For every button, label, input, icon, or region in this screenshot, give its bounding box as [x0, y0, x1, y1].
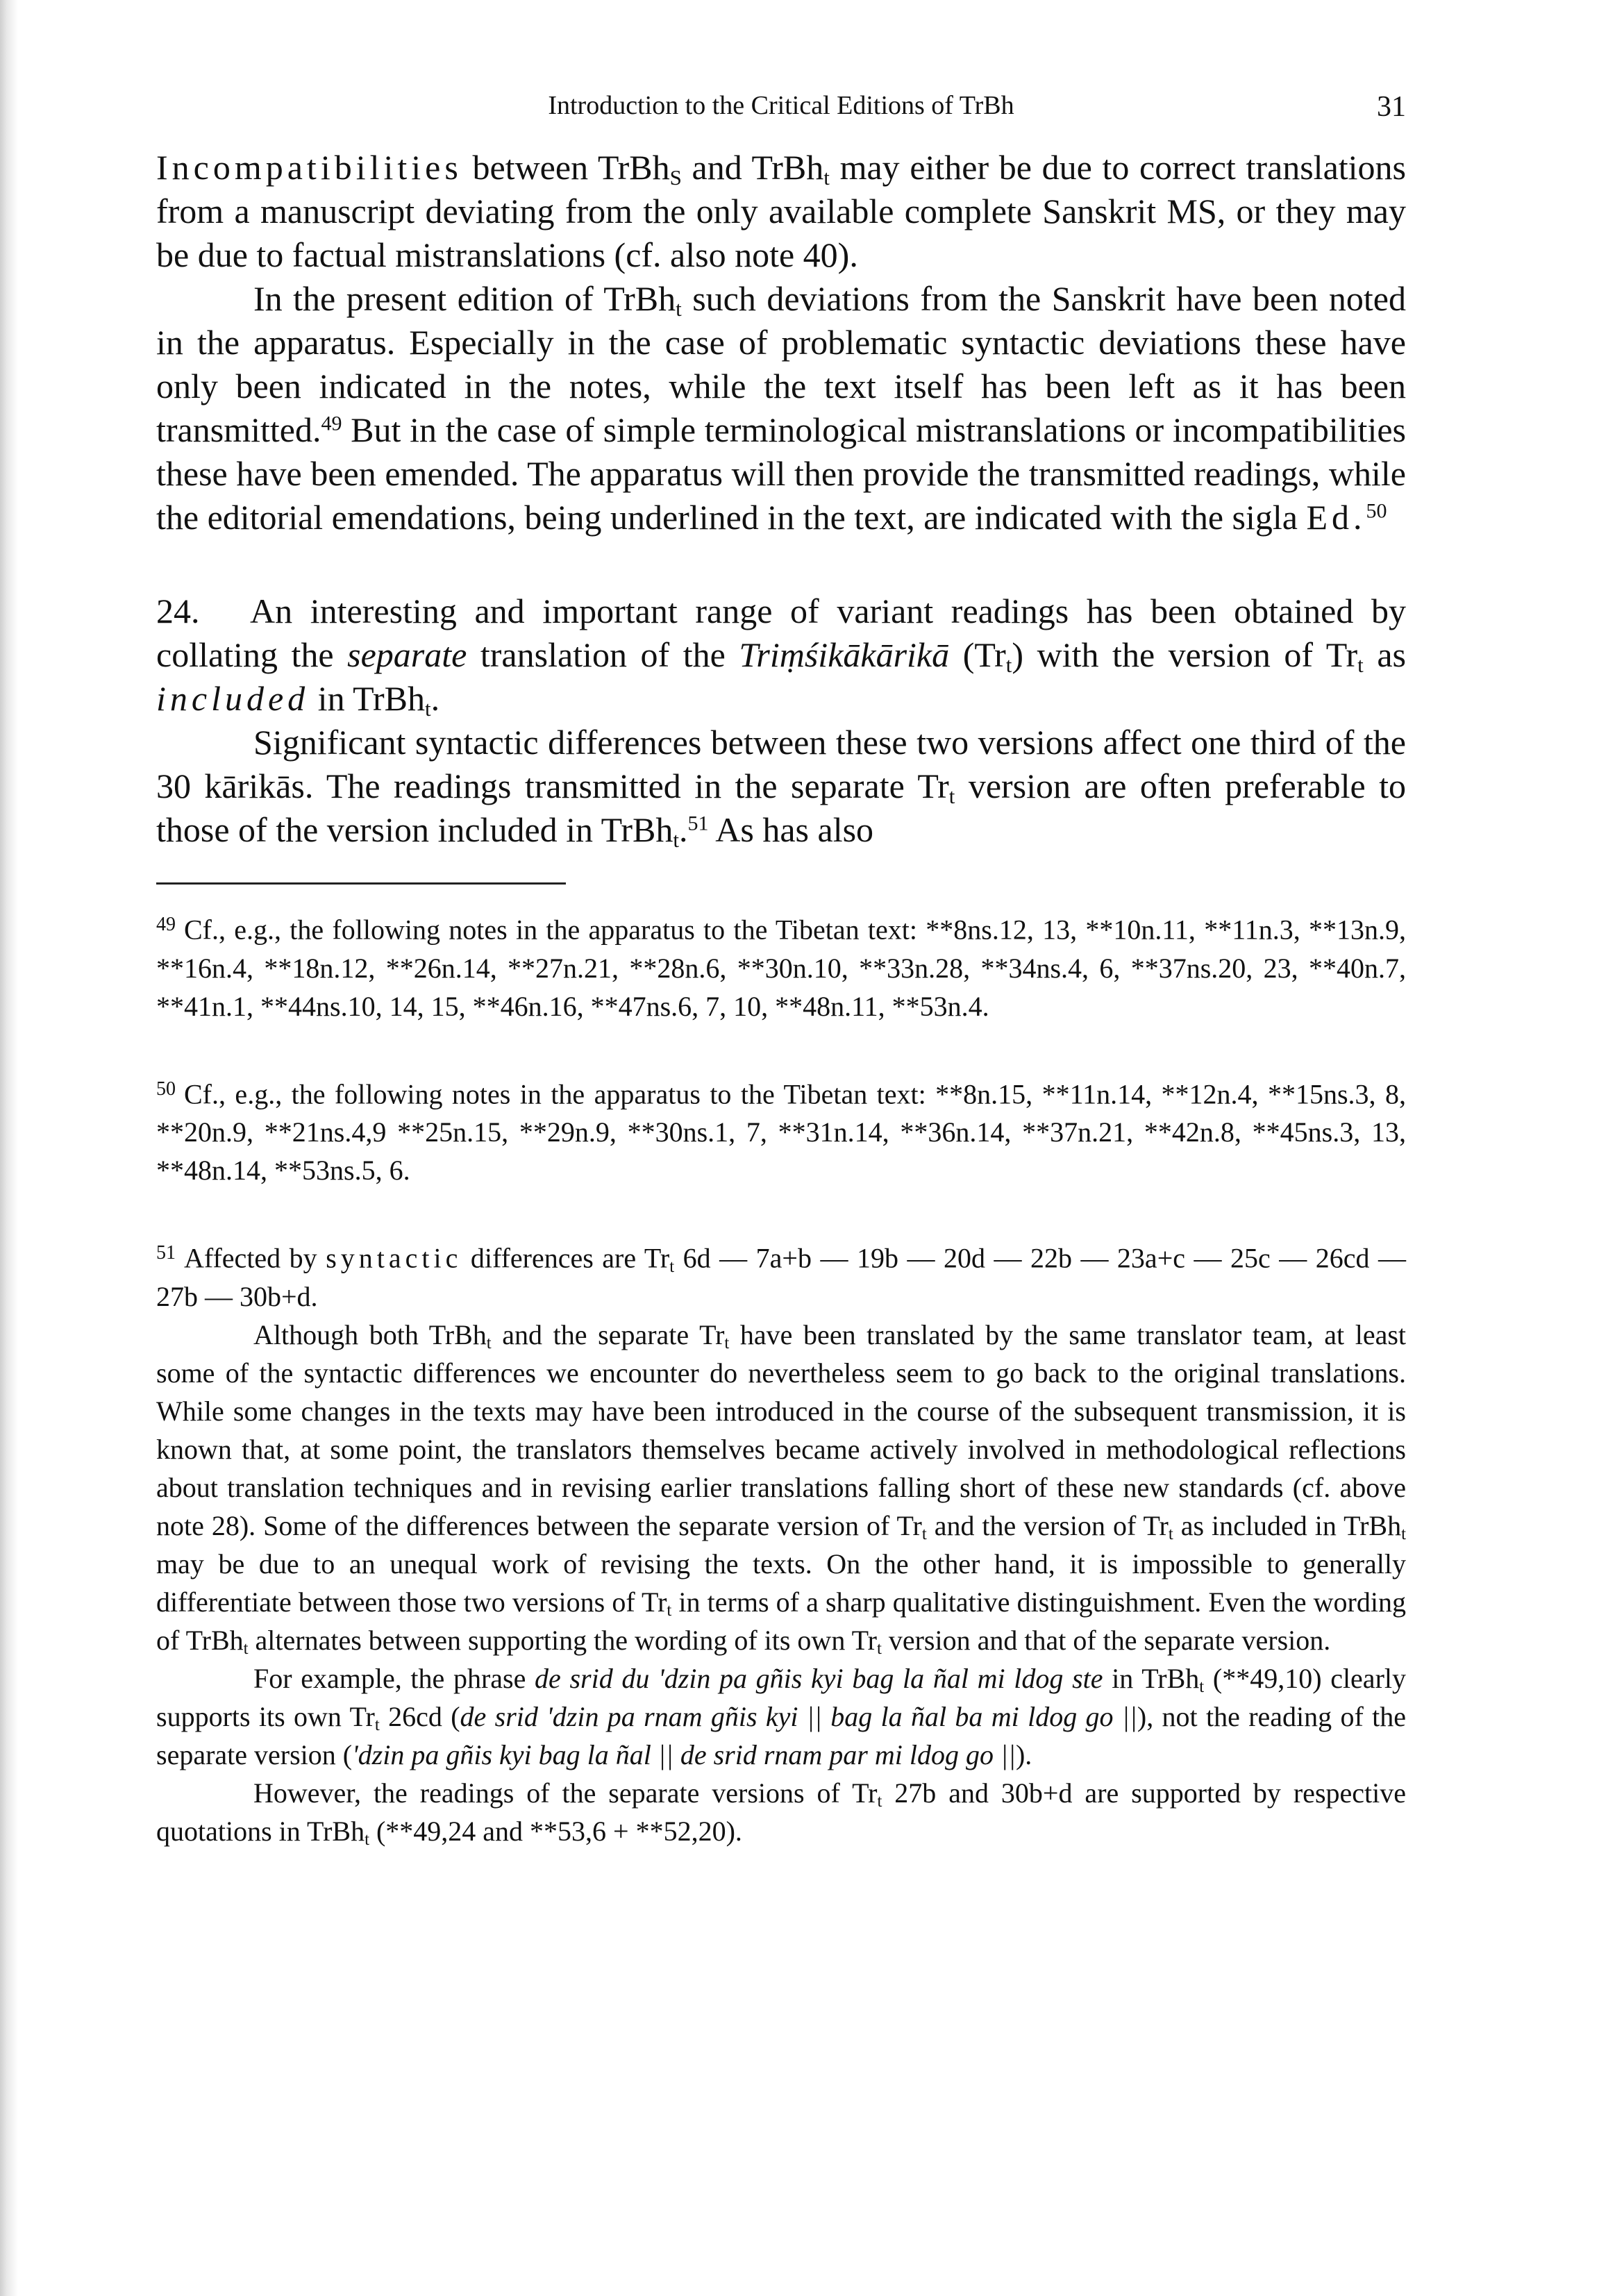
footnote-49: $^{49}$ Cf., e.g., the following notes in the apparatus to the Tibetan text: **8ns.12, 13, **10n.11, **11n.3, **13n.9, **16n.4, **18n.12, **26n.14, **27n.21, **28n.6, **30n.10, **33n.28, **34ns.4, 6, **37ns.20, 23, **40n.7, **41n.1, **44ns.10, 14, 15, **46n.16, **47ns.6, 7, 10, **48n.11, **53n.4. [156, 914, 1406, 1022]
footnote-ref-51[interactable]: 51 [687, 812, 709, 835]
footnotes [156, 905, 1406, 1850]
paragraph-syntactic-differences: Significant syntactic differences between these two versions affect one third of the 30 kārikās. The readings transmitted in the separate $Tr_t$ version are often preferable to those of the version included in TrBh$_t$.$^{51}$ As has also [156, 723, 1407, 852]
scan-binding-shadow [0, 0, 18, 2296]
footnote-number: 50 [156, 1078, 176, 1100]
book-page [156, 90, 1406, 1850]
paragraph-incompatibilities: Incompatibilities between TrBh$_S$ and TrBh$_t$ may either be due to correct translations from a manuscript deviating from the only available complete Sanskrit MS, or they may be due to factual mistranslations (cf. also note 40). [156, 148, 1407, 274]
footnote-51-paragraph-example: For example, the phrase de srid du 'dzin pa gñis kyi bag la ñal mi ldog ste in TrBh$_t$ (**49,10) clearly supports its own $Tr_t$ 26cd (de srid 'dzin pa rnam gñis kyi || bag la ñal ba mi ldog go ||), not the reading of the separate version ('dzin pa gñis kyi bag la ñal || de srid rnam par mi ldog go ||). [156, 1662, 1407, 1770]
footnote-number: 49 [156, 914, 176, 935]
page-number: 31 [1377, 91, 1406, 123]
footnote-51-paragraph-however: However, the readings of the separate versions of $Tr_t$ 27b and 30b+d are supported by respective quotations in TrBh$_t$ (**49,24 and **53,6 + **52,20). [156, 1777, 1406, 1849]
section-24-paragraph: 24. An interesting and important range of variant readings has been obtained by collating the separate translation of the Triṃśikākārikā $(Tr_t)$ with the version of $Tr_t$ as included in TrBh$_t$. [156, 589, 1406, 721]
footnote-separator [156, 882, 566, 885]
footnote-number: 51 [156, 1242, 176, 1264]
running-header [156, 90, 1406, 146]
paragraph-present-edition: In the present edition of TrBh$_t$ such deviations from the Sanskrit have been noted in the apparatus. Especially in the case of problematic syntactic deviations these have only been indicated in the notes, while the text itself has been left as it has been transmitted.$^{49}$ But in the case of simple terminological mistranslations or incompatibilities these have been emended. The apparatus will then provide the transmitted readings, while the editorial emendations, being underlined in the text, are indicated with the sigla Ed.$^{50}$ [156, 279, 1406, 537]
footnote-51: $^{51}$ Affected by syntactic differences are $Tr_t$ 6d — 7a+b — 19b — 20d — 22b — 23a+c — 25c — 26cd — 27b — 30b+d. [156, 1242, 1407, 1312]
section-number: 24. [156, 592, 200, 630]
footnote-50: $^{50}$ Cf., e.g., the following notes in the apparatus to the Tibetan text: **8n.15, **11n.14, **12n.4, **15ns.3, 8, **20n.9, **21ns.4,9 **25n.15, **29n.9, **30ns.1, 7, **31n.14, **36n.14, **37n.21, **42n.8, **45ns.3, 13, **48n.14, **53ns.5, 6. [156, 1078, 1406, 1187]
running-title: Introduction to the Critical Editions of TrBh [548, 91, 1014, 120]
sigla-ed: Ed. [1306, 498, 1366, 537]
footnote-ref-50[interactable]: 50 [1366, 499, 1387, 523]
paragraph-lead-word: Incompatibilities [156, 148, 462, 187]
main-text [156, 146, 1406, 852]
footnote-ref-49[interactable]: 49 [321, 412, 342, 435]
footnote-51-paragraph-translator-team: Although both TrBh$_t$ and the separate $Tr_t$ have been translated by the same translator team, at least some of the syntactic differences we encounter do nevertheless seem to go back to the original translations. While some changes in the texts may have been introduced in the course of the subsequent transmission, it is known that, at some point, the translators themselves became actively involved in methodological reflections about translation techniques and in revising earlier translations falling short of these new standards (cf. above note 28). Some of the differences between the separate version of $Tr_t$ and the version of $Tr_t$ as included in TrBh$_t$ may be due to an unequal work of revising the texts. On the other hand, it is impossible to generally differentiate between those two versions of $Tr_t$ in terms of a sharp qualitative distinguishment. Even the wording of TrBh$_t$ alternates between supporting the wording of its own $Tr_t$ version and that of the separate version. [156, 1318, 1407, 1658]
